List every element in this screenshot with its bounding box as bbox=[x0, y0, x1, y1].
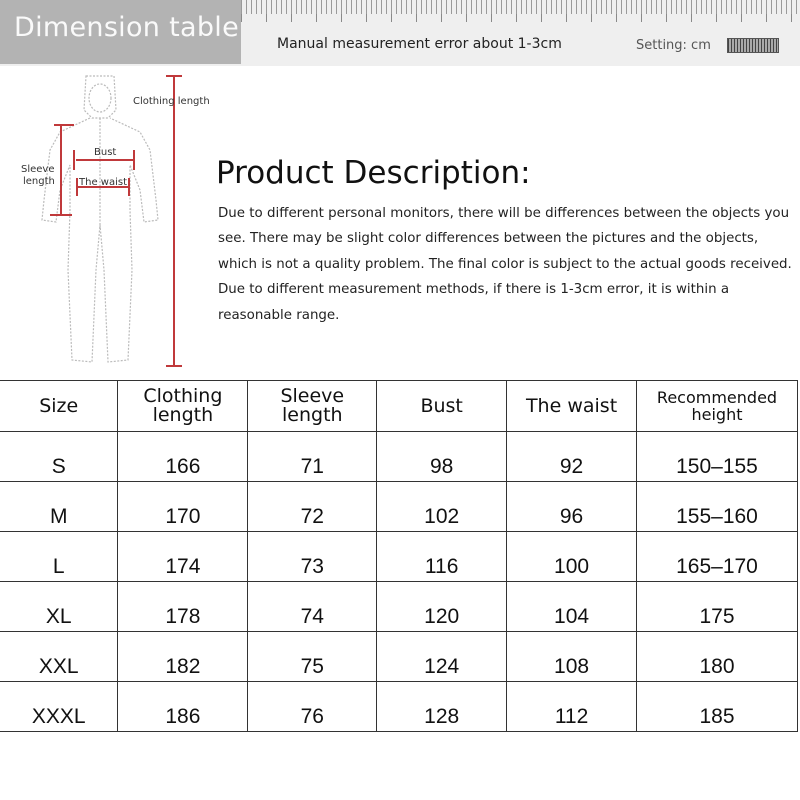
header-size: Size bbox=[0, 381, 118, 432]
cell-waist: 108 bbox=[507, 632, 637, 682]
header-recommended-height: Recommended height bbox=[637, 381, 798, 432]
cell-waist: 112 bbox=[507, 682, 637, 732]
cell-sleeve-length: 74 bbox=[248, 582, 377, 632]
unit-setting: Setting: cm bbox=[636, 38, 711, 53]
cell-waist: 104 bbox=[507, 582, 637, 632]
cell-recommended-height: 150–155 bbox=[637, 432, 798, 482]
table-row bbox=[0, 532, 798, 582]
label-bust: Bust bbox=[94, 147, 117, 158]
cell-size: XXXL bbox=[0, 682, 118, 732]
cell-sleeve-length: 75 bbox=[248, 632, 377, 682]
table-row bbox=[0, 582, 798, 632]
page-title: Dimension table bbox=[14, 12, 239, 43]
cell-recommended-height: 185 bbox=[637, 682, 798, 732]
description-title: Product Description: bbox=[216, 155, 531, 191]
cell-bust: 102 bbox=[377, 482, 507, 532]
cell-bust: 98 bbox=[377, 432, 507, 482]
table-row bbox=[0, 632, 798, 682]
cell-sleeve-length: 71 bbox=[248, 432, 377, 482]
description-body: Due to different personal monitors, there will be differences between the objects you see. There may be slight color differences between the pictures and the objects, which is not a quality problem. The final color is subject to the actual goods received. Due to different measurement methods, if there is 1-3cm error, it is within a reasonable range. bbox=[218, 206, 792, 323]
cell-size: L bbox=[0, 532, 118, 582]
cell-recommended-height: 175 bbox=[637, 582, 798, 632]
cell-sleeve-length: 72 bbox=[248, 482, 377, 532]
cell-waist: 92 bbox=[507, 432, 637, 482]
label-sleeve-length-2: length bbox=[23, 176, 55, 187]
table-row bbox=[0, 482, 798, 532]
header-waist: The waist bbox=[507, 381, 637, 432]
cell-recommended-height: 180 bbox=[637, 632, 798, 682]
cell-waist: 100 bbox=[507, 532, 637, 582]
header-clothing-length: Clothing length bbox=[118, 381, 248, 432]
table-row bbox=[0, 432, 798, 482]
table-header-row bbox=[0, 381, 798, 432]
cell-sleeve-length: 76 bbox=[248, 682, 377, 732]
table-row bbox=[0, 682, 798, 732]
cell-bust: 128 bbox=[377, 682, 507, 732]
label-sleeve-length-1: Sleeve bbox=[21, 164, 55, 175]
cell-waist: 96 bbox=[507, 482, 637, 532]
cell-bust: 116 bbox=[377, 532, 507, 582]
cell-size: S bbox=[0, 432, 118, 482]
cell-sleeve-length: 73 bbox=[248, 532, 377, 582]
measurement-note: Manual measurement error about 1-3cm bbox=[277, 36, 562, 52]
cell-clothing-length: 174 bbox=[118, 532, 248, 582]
cell-bust: 124 bbox=[377, 632, 507, 682]
label-waist: The waist bbox=[79, 177, 127, 188]
ruler-icon bbox=[727, 38, 779, 53]
cell-bust: 120 bbox=[377, 582, 507, 632]
cell-recommended-height: 155–160 bbox=[637, 482, 798, 532]
cell-clothing-length: 182 bbox=[118, 632, 248, 682]
header-bust: Bust bbox=[377, 381, 507, 432]
cell-size: M bbox=[0, 482, 118, 532]
cell-clothing-length: 178 bbox=[118, 582, 248, 632]
cell-clothing-length: 166 bbox=[118, 432, 248, 482]
header-sleeve-length: Sleeve length bbox=[248, 381, 377, 432]
cell-size: XL bbox=[0, 582, 118, 632]
coverall-diagram bbox=[0, 70, 230, 375]
coverall-outline-icon bbox=[0, 70, 230, 375]
cell-size: XXL bbox=[0, 632, 118, 682]
cell-clothing-length: 186 bbox=[118, 682, 248, 732]
title-box bbox=[0, 0, 241, 64]
cell-clothing-length: 170 bbox=[118, 482, 248, 532]
cell-recommended-height: 165–170 bbox=[637, 532, 798, 582]
size-table bbox=[0, 380, 798, 732]
label-clothing-length: Clothing length bbox=[133, 96, 210, 107]
ruler-graphic bbox=[241, 0, 800, 22]
